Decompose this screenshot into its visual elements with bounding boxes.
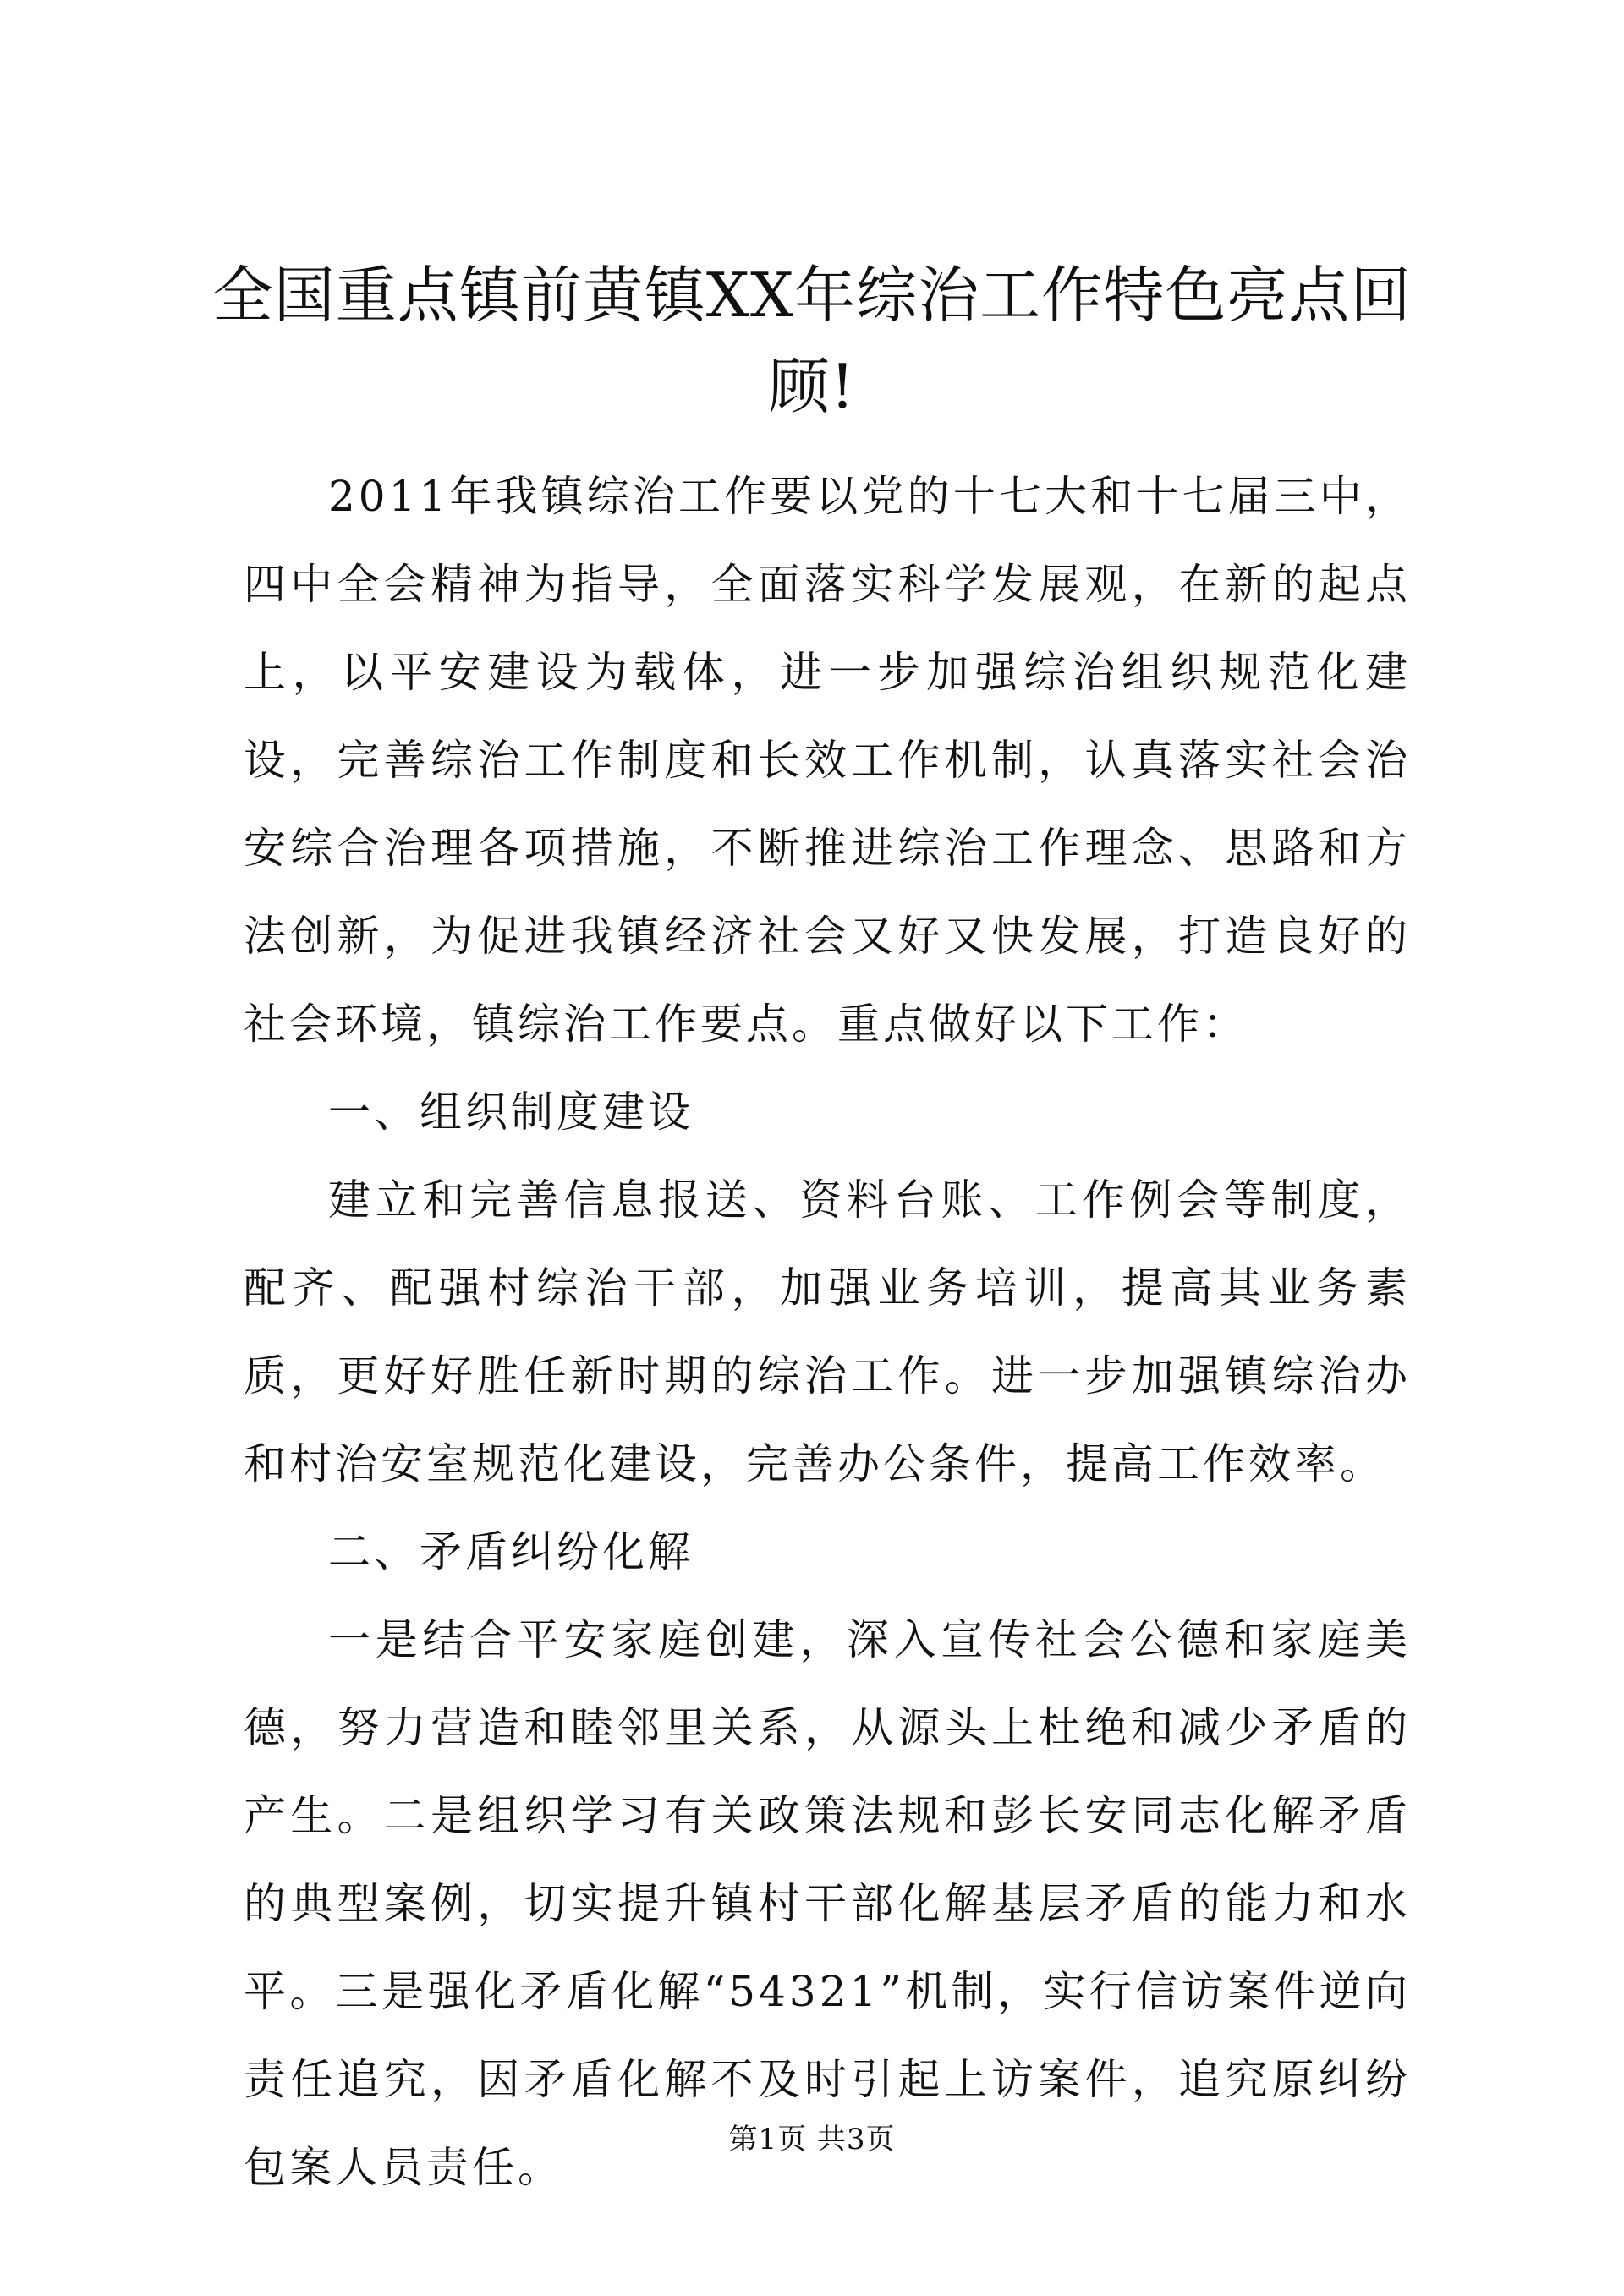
paragraph-organization: 建立和完善信息报送、资料台账、工作例会等制度，配齐、配强村综治干部，加强业务培训，提高其业务素质，更好好胜任新时期的综治工作。进一步加强镇综治办和村治安室规范化建设，完善办公条件，提高工作效率。	[244, 1175, 1411, 1488]
section-heading-organization: 一、组织制度建设	[328, 1088, 694, 1137]
page-number-footer: 第1页 共3页	[728, 2123, 896, 2156]
document-title: 全国重点镇前黄镇XX年综治工作特色亮点回顾!	[211, 260, 1413, 422]
paragraph-disputes: 一是结合平安家庭创建，深入宣传社会公德和家庭美德，努力营造和睦邻里关系，从源头上杜绝和减少矛盾的产生。二是组织学习有关政策法规和彭长安同志化解矛盾的典型案例，切实提升镇村干部化解基层矛盾的能力和水平。三是强化矛盾化解“54321”机制，实行信访案件逆向责任追究，因矛盾化解不及时引起上访案件，追究原纠纷包案人员责任。	[244, 1615, 1411, 2192]
section-heading-disputes: 二、矛盾纠纷化解	[328, 1527, 694, 1576]
paragraph-intro: 2011年我镇综治工作要以党的十七大和十七届三中，四中全会精神为指导，全面落实科学发展观，在新的起点上，以平安建设为载体，进一步加强综治组织规范化建设，完善综治工作制度和长效工作机制，认真落实社会治安综合治理各项措施，不断推进综治工作理念、思路和方法创新，为促进我镇经济社会又好又快发展，打造良好的社会环境，镇综治工作要点。重点做好以下工作：	[244, 472, 1411, 1049]
document-body	[244, 452, 1411, 2211]
